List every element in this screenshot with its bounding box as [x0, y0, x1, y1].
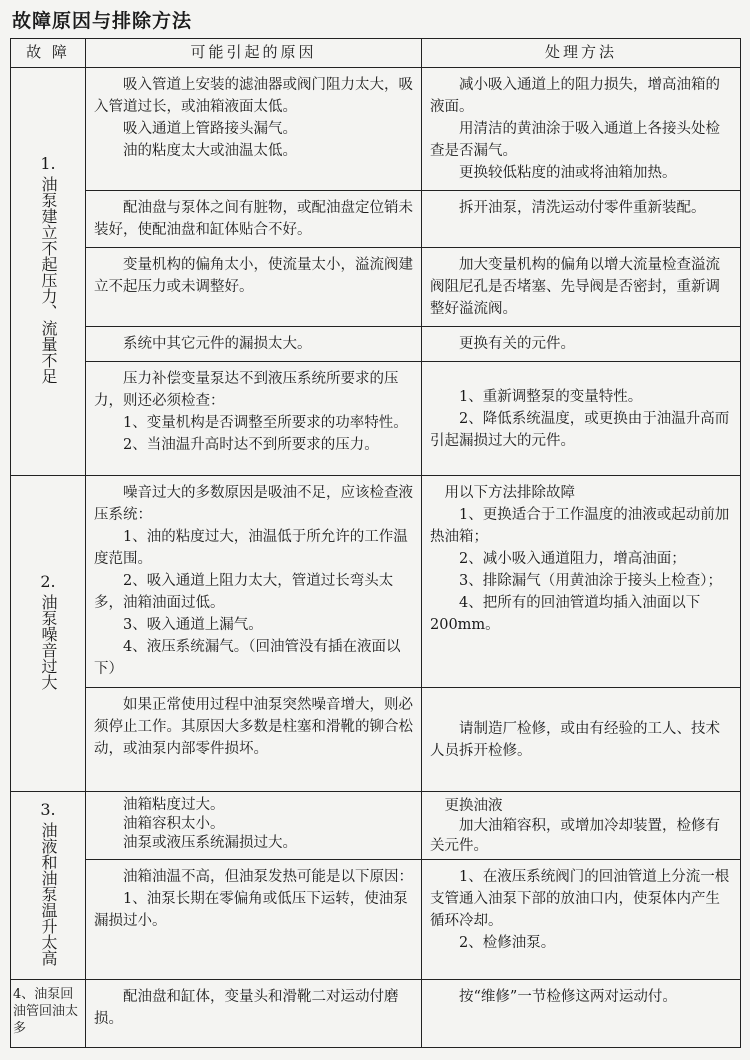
header-fault: 故 障	[11, 39, 86, 68]
fault-number: 2.	[40, 572, 56, 591]
header-cause: 可能引起的原因	[86, 39, 422, 68]
cause-line: 吸入通道上管路接头漏气。	[94, 121, 297, 137]
cause-line: 变量机构的偏角太小，使流量太小，溢流阀建立不起压力或未调整好。	[94, 257, 413, 295]
remedy-line: 3、排除漏气（用黄油涂于接头上检查）；	[430, 573, 722, 589]
cause-line: 油箱油温不高，但油泵发热可能是以下原因：	[94, 869, 413, 885]
remedy-line: 更换较低粘度的油或将油箱加热。	[430, 165, 677, 181]
cause-line: 4、液压系统漏气。（回油管没有插在液面以下）	[94, 639, 401, 677]
remedy-cell	[422, 327, 741, 362]
remedy-line: 2、检修油泵。	[430, 935, 556, 951]
remedy-line: 1、更换适合于工作温度的油液或起动前加热油箱；	[430, 507, 730, 545]
remedy-cell	[422, 68, 741, 191]
remedy-cell	[422, 191, 741, 248]
table-row	[11, 688, 741, 792]
cause-line: 2、当油温升高时达不到所要求的压力。	[94, 437, 379, 453]
remedy-line: 2、降低系统温度，或更换由于油温升高而引起漏损过大的元件。	[430, 410, 730, 449]
remedy-line: 按“维修”一节检修这两对运动付。	[430, 989, 677, 1005]
fault-text: 油泵建立不起压力、流量不足	[39, 176, 58, 384]
cause-cell	[86, 68, 422, 191]
cause-line: 1、油泵长期在零偏角或低压下运转，使油泵漏损过小。	[94, 891, 408, 929]
remedy-cell	[422, 792, 741, 860]
fault-cell	[11, 476, 86, 792]
remedy-cell	[422, 980, 741, 1048]
cause-cell	[86, 191, 422, 248]
cause-line: 吸入管道上安装的滤油器或阀门阻力太大，吸入管道过长，或油箱液面太低。	[94, 77, 413, 115]
cause-line: 3、吸入通道上漏气。	[94, 617, 263, 633]
remedy-cell	[422, 860, 741, 980]
table-row	[11, 191, 741, 248]
remedy-line: 请制造厂检修，或由有经验的工人、技术人员拆开检修。	[430, 720, 720, 759]
table-row	[11, 792, 741, 860]
fault-cell	[11, 792, 86, 980]
table-row	[11, 68, 741, 191]
cause-cell	[86, 362, 422, 476]
remedy-line: 减小吸入通道上的阻力损失，增高油箱的液面。	[430, 77, 720, 115]
cause-line: 油箱容积太小。	[94, 816, 225, 832]
remedy-line: 用清洁的黄油涂于吸入通道上各接头处检查是否漏气。	[430, 121, 720, 159]
page-title: 故障原因与排除方法	[12, 10, 193, 32]
fault-cell	[11, 68, 86, 476]
remedy-line: 加大油箱容积，或增加冷却装置，检修有关元件。	[430, 818, 720, 854]
fault-text: 油泵噪音过大	[39, 594, 58, 690]
cause-cell	[86, 327, 422, 362]
cause-line: 油箱粘度过大。	[94, 797, 225, 813]
remedy-line: 拆开油泵，清洗运动付零件重新装配。	[430, 200, 706, 216]
remedy-cell	[422, 248, 741, 327]
remedy-line: 1、在液压系统阀门的回油管道上分流一根支管通入油泵下部的放油口内，使泵体内产生循环冷却。	[430, 869, 730, 929]
remedy-line: 4、把所有的回油管道均插入油面以下200mm。	[430, 595, 701, 633]
table-row	[11, 860, 741, 980]
fault-cell	[11, 980, 86, 1048]
cause-line: 1、油的粘度过大，油温低于所允许的工作温度范围。	[94, 529, 408, 567]
fault-text: 4、油泵回油管回油太多	[13, 987, 79, 1036]
fault-number: 3.	[40, 800, 56, 819]
header-row	[11, 39, 741, 68]
fault-text: 油液和油泵温升太高	[39, 822, 58, 966]
remedy-line: 2、减小吸入通道阻力，增高油面；	[430, 551, 686, 567]
table-row	[11, 980, 741, 1048]
cause-line: 2、吸入通道上阻力太大，管道过长弯头太多，油箱油面过低。	[94, 573, 394, 611]
remedy-line: 1、重新调整泵的变量特性。	[430, 388, 643, 405]
table-row	[11, 248, 741, 327]
table-row	[11, 476, 741, 688]
cause-line: 配油盘与泵体之间有脏物，或配油盘定位销未装好，使配油盘和缸体贴合不好。	[94, 200, 413, 238]
remedy-line: 加大变量机构的偏角以增大流量检查溢流阀阻尼孔是否堵塞、先导阀是否密封，重新调整好溢流阀。	[430, 257, 720, 317]
remedy-cell	[422, 362, 741, 476]
cause-cell	[86, 792, 422, 860]
remedy-cell	[422, 476, 741, 688]
fault-table	[10, 38, 741, 1048]
cause-line: 1、变量机构是否调整至所要求的功率特性。	[94, 415, 408, 431]
cause-line: 油的粘度太大或油温太低。	[94, 143, 297, 159]
table-row	[11, 362, 741, 476]
fault-number: 1.	[40, 154, 56, 173]
remedy-line: 更换油液	[430, 798, 503, 814]
remedy-line: 用以下方法排除故障	[430, 485, 575, 501]
cause-line: 噪音过大的多数原因是吸油不足，应该检查液压系统：	[94, 485, 413, 523]
cause-cell	[86, 860, 422, 980]
cause-cell	[86, 688, 422, 792]
cause-line: 油泵或液压系统漏损过大。	[94, 835, 297, 851]
table-row	[11, 327, 741, 362]
header-remedy: 处理方法	[422, 39, 741, 68]
remedy-line: 更换有关的元件。	[430, 336, 575, 352]
cause-cell	[86, 248, 422, 327]
cause-line: 压力补偿变量泵达不到液压系统所要求的压力，则还必须检查：	[94, 371, 399, 409]
cause-line: 如果正常使用过程中油泵突然噪音增大，则必须停止工作。其原因大多数是柱塞和滑靴的铆合松动，或油泵内部零件损坏。	[94, 697, 413, 757]
cause-line: 配油盘和缸体，变量头和滑靴二对运动付磨损。	[94, 989, 399, 1027]
cause-cell	[86, 980, 422, 1048]
cause-cell	[86, 476, 422, 688]
cause-line: 系统中其它元件的漏损太大。	[94, 336, 312, 352]
remedy-cell	[422, 688, 741, 792]
